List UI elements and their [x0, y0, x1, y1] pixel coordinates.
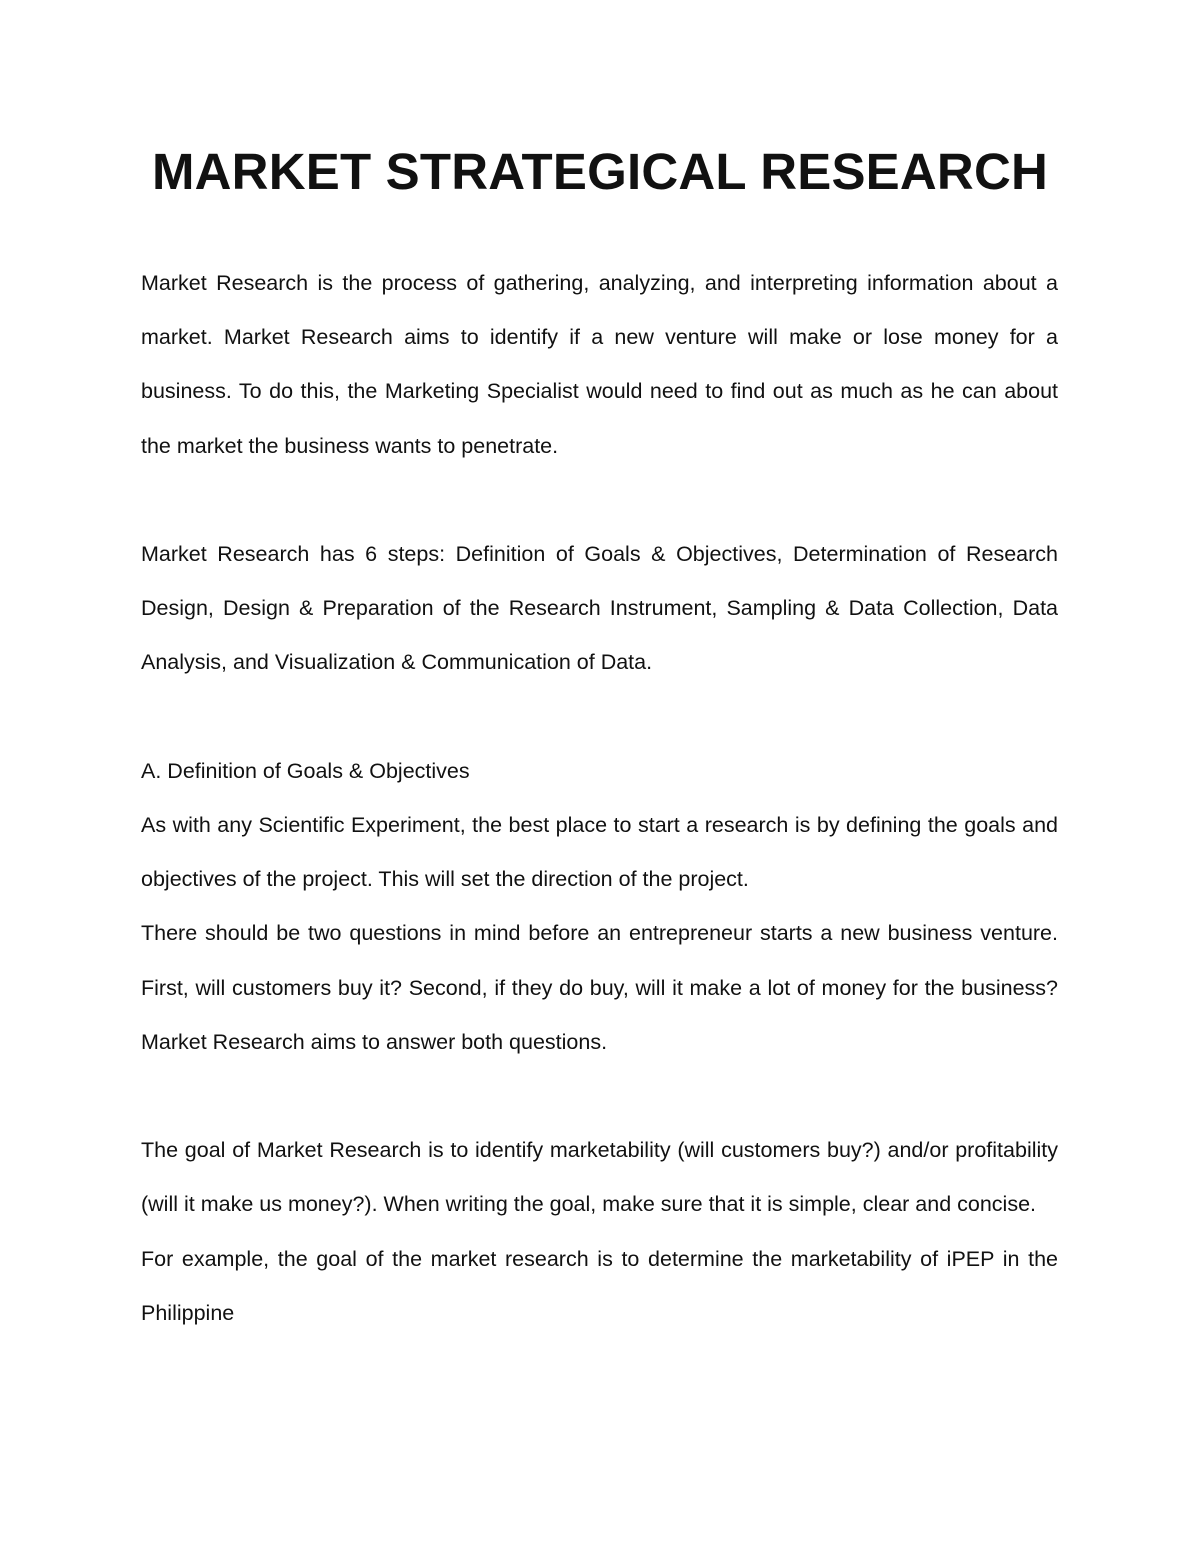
paragraph-example: For example, the goal of the market research is to determine the marketability of iPEP in the Philippine [141, 1246, 1058, 1325]
paragraph-research-steps: Market Research has 6 steps: Definition of Goals & Objectives, Determination of Research Design, Design & Preparation of the Research Instrument, Sampling & Data Collection, Data Analysis, and Visualization & Communication of Data. [141, 542, 1058, 675]
paragraph-gap [141, 690, 1058, 744]
paragraph-gap [141, 473, 1058, 527]
paragraph-market-research-definition: Market Research is the process of gathering, analyzing, and interpreting information about a market. Market Research aims to identify if a new venture will make or lose money for a business. To do this, the Marketing Specialist would need to find out as much as he can about the market the business wants to penetrate. [141, 271, 1058, 458]
paragraph-two-questions: There should be two questions in mind before an entrepreneur starts a new business venture. First, will customers buy it? Second, if they do buy, will it make a lot of money for the business? Market Research aims to answer both questions. [141, 921, 1058, 1054]
section-heading-goals-objectives: A. Definition of Goals & Objectives [141, 758, 470, 783]
paragraph-scientific-experiment: As with any Scientific Experiment, the best place to start a research is by defining the goals and objectives of the project. This will set the direction of the project. [141, 813, 1058, 892]
paragraph-goal-of-research: The goal of Market Research is to identify marketability (will customers buy?) and/or profitability (will it make us money?). When writing the goal, make sure that it is simple, clear and concise. [141, 1138, 1058, 1217]
paragraph-gap [141, 1069, 1058, 1123]
document-title: MARKET STRATEGICAL RESEARCH [151, 143, 1049, 200]
document-body [141, 256, 1058, 1340]
